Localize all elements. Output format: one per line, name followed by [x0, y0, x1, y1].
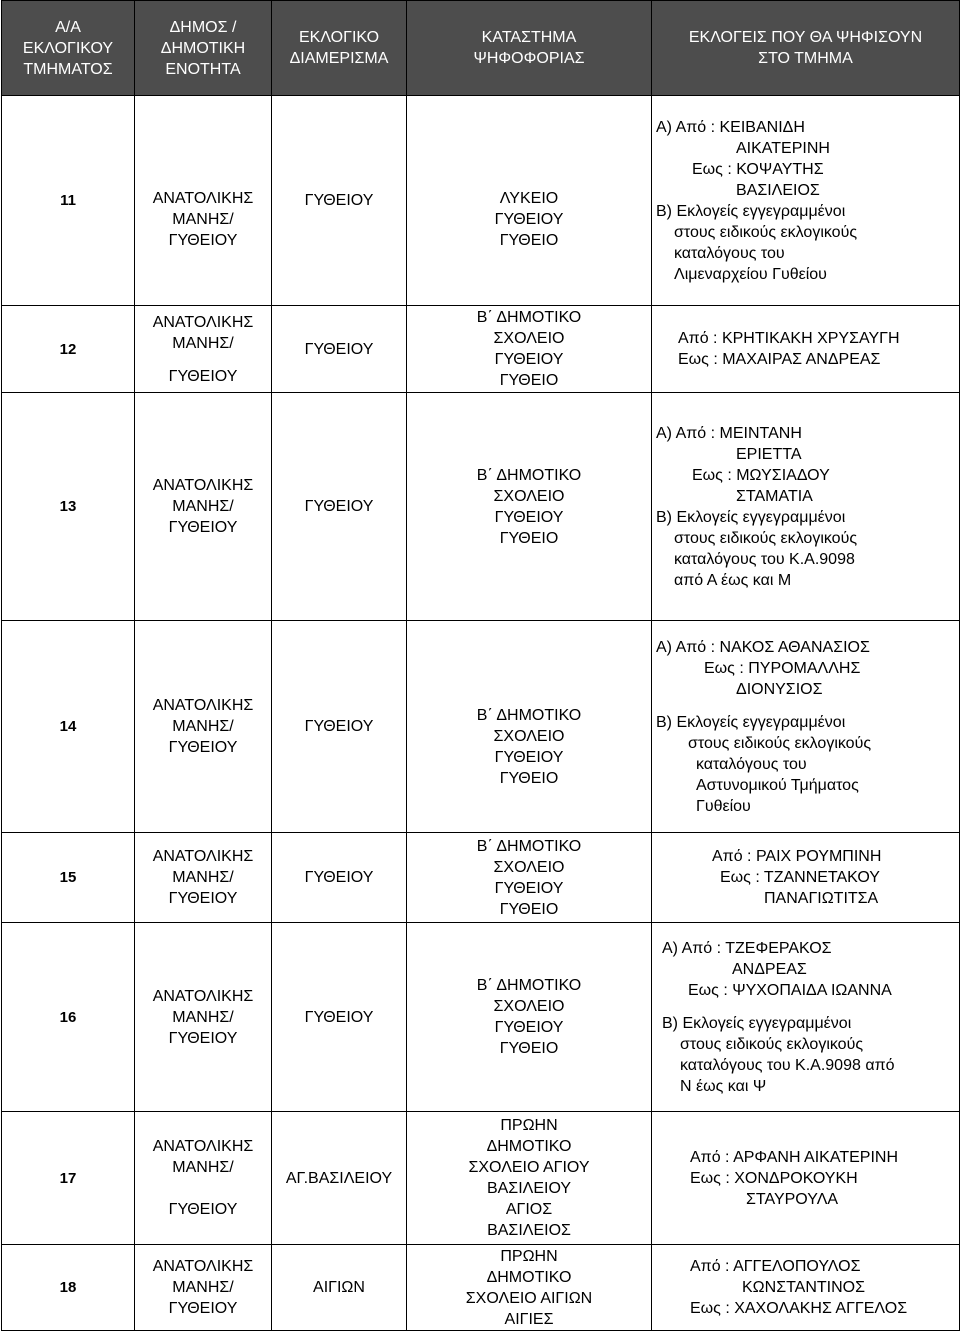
district-cell: ΓΥΘΕΙΟΥ — [272, 306, 407, 393]
section-number: 16 — [2, 923, 135, 1112]
district-cell: ΓΥΘΕΙΟΥ — [272, 621, 407, 833]
voters-cell: Α) Από : ΚΕΙΒΑΝΙΔΗ ΑΙΚΑΤΕΡΙΝΗ Εως : ΚΟΨΑΥΤΗΣ ΒΑΣΙΛΕΙΟΣ Β) Εκλογείς εγγεγραμμένοι στους ειδικούς εκλογικούς καταλόγους του Λιμεναρχείου Γυθείου — [652, 96, 960, 306]
municipality-cell: ΑΝΑΤΟΛΙΚΗΣ ΜΑΝΗΣ/ ΓΥΘΕΙΟΥ — [135, 393, 272, 621]
polling-sections-table — [1, 0, 960, 1331]
voters-cell: Από : ΑΓΓΕΛΟΠΟΥΛΟΣ ΚΩΝΣΤΑΝΤΙΝΟΣ Εως : ΧΑΧΟΛΑΚΗΣ ΑΓΓΕΛΟΣ — [652, 1245, 960, 1331]
municipality-cell: ΑΝΑΤΟΛΙΚΗΣ ΜΑΝΗΣ/ ΓΥΘΕΙΟΥ — [135, 96, 272, 306]
header-voters: ΕΚΛΟΓΕΙΣ ΠΟΥ ΘΑ ΨΗΦΙΣΟΥΝ ΣΤΟ ΤΜΗΜΑ — [652, 1, 960, 96]
table-row — [2, 1245, 960, 1331]
header-district: ΕΚΛΟΓΙΚΟ ΔΙΑΜΕΡΙΣΜΑ — [272, 1, 407, 96]
station-cell: Β΄ ΔΗΜΟΤΙΚΟ ΣΧΟΛΕΙΟ ΓΥΘΕΙΟΥ ΓΥΘΕΙΟ — [407, 923, 652, 1112]
table-row — [2, 923, 960, 1112]
station-cell: ΛΥΚΕΙΟ ΓΥΘΕΙΟΥ ΓΥΘΕΙΟ — [407, 96, 652, 306]
municipality-cell: ΑΝΑΤΟΛΙΚΗΣ ΜΑΝΗΣ/ ΓΥΘΕΙΟΥ — [135, 923, 272, 1112]
station-cell: ΠΡΩΗΝ ΔΗΜΟΤΙΚΟ ΣΧΟΛΕΙΟ ΑΓΙΟΥ ΒΑΣΙΛΕΙΟΥ ΑΓΙΟΣ ΒΑΣΙΛΕΙΟΣ — [407, 1112, 652, 1245]
table-row — [2, 306, 960, 393]
station-cell: Β΄ ΔΗΜΟΤΙΚΟ ΣΧΟΛΕΙΟ ΓΥΘΕΙΟΥ ΓΥΘΕΙΟ — [407, 621, 652, 833]
district-cell: ΓΥΘΕΙΟΥ — [272, 96, 407, 306]
header-municipality: ΔΗΜΟΣ / ΔΗΜΟΤΙΚΗ ΕΝΟΤΗΤΑ — [135, 1, 272, 96]
voters-cell: Α) Από : ΜΕΙΝΤΑΝΗ ΕΡΙΕΤΤΑ Εως : ΜΩΥΣΙΑΔΟΥ ΣΤΑΜΑΤΙΑ Β) Εκλογείς εγγεγραμμένοι στους ειδικούς εκλογικούς καταλόγους του Κ.Α.9098 από Α έως και Μ — [652, 393, 960, 621]
voters-cell: Α) Από : ΤΖΕΦΕΡΑΚΟΣ ΑΝΔΡΕΑΣ Εως : ΨΥΧΟΠΑΙΔΑ ΙΩΑΝΝΑ Β) Εκλογείς εγγεγραμμένοι στους ειδικούς εκλογικούς καταλόγους του Κ.Α.9098 από Ν έως και Ψ — [652, 923, 960, 1112]
table-row — [2, 1112, 960, 1245]
voters-cell: Από : ΡΑΙΧ ΡΟΥΜΠΙΝΗ Εως : ΤΖΑΝΝΕΤΑΚΟΥ ΠΑΝΑΓΙΩΤΙΤΣΑ — [652, 833, 960, 923]
station-cell: Β΄ ΔΗΜΟΤΙΚΟ ΣΧΟΛΕΙΟ ΓΥΘΕΙΟΥ ΓΥΘΕΙΟ — [407, 833, 652, 923]
section-number: 14 — [2, 621, 135, 833]
voters-cell: Από : ΚΡΗΤΙΚΑΚΗ ΧΡΥΣΑΥΓΗ Εως : ΜΑΧΑΙΡΑΣ ΑΝΔΡΕΑΣ — [652, 306, 960, 393]
table-row — [2, 393, 960, 621]
district-cell: ΑΙΓΙΩΝ — [272, 1245, 407, 1331]
header-aa: Α/Α ΕΚΛΟΓΙΚΟΥ ΤΜΗΜΑΤΟΣ — [2, 1, 135, 96]
section-number: 12 — [2, 306, 135, 393]
table-row — [2, 833, 960, 923]
header-row — [2, 1, 960, 96]
municipality-cell: ΑΝΑΤΟΛΙΚΗΣ ΜΑΝΗΣ/ ΓΥΘΕΙΟΥ — [135, 621, 272, 833]
municipality-cell: ΑΝΑΤΟΛΙΚΗΣ ΜΑΝΗΣ/ ΓΥΘΕΙΟΥ — [135, 1112, 272, 1245]
district-cell: ΓΥΘΕΙΟΥ — [272, 393, 407, 621]
district-cell: ΓΥΘΕΙΟΥ — [272, 923, 407, 1112]
station-cell: Β΄ ΔΗΜΟΤΙΚΟ ΣΧΟΛΕΙΟ ΓΥΘΕΙΟΥ ΓΥΘΕΙΟ — [407, 306, 652, 393]
municipality-cell: ΑΝΑΤΟΛΙΚΗΣ ΜΑΝΗΣ/ ΓΥΘΕΙΟΥ — [135, 833, 272, 923]
voters-cell: Α) Από : ΝΑΚΟΣ ΑΘΑΝΑΣΙΟΣ Εως : ΠΥΡΟΜΑΛΛΗΣ ΔΙΟΝΥΣΙΟΣ Β) Εκλογείς εγγεγραμμένοι στους ειδικούς εκλογικούς καταλόγους του Αστυνομικού Τμήματος Γυθείου — [652, 621, 960, 833]
municipality-cell: ΑΝΑΤΟΛΙΚΗΣ ΜΑΝΗΣ/ ΓΥΘΕΙΟΥ — [135, 306, 272, 393]
table-row — [2, 96, 960, 306]
municipality-cell: ΑΝΑΤΟΛΙΚΗΣ ΜΑΝΗΣ/ ΓΥΘΕΙΟΥ — [135, 1245, 272, 1331]
section-number: 15 — [2, 833, 135, 923]
station-cell: ΠΡΩΗΝ ΔΗΜΟΤΙΚΟ ΣΧΟΛΕΙΟ ΑΙΓΙΩΝ ΑΙΓΙΕΣ — [407, 1245, 652, 1331]
district-cell: ΓΥΘΕΙΟΥ — [272, 833, 407, 923]
section-number: 13 — [2, 393, 135, 621]
table-row — [2, 621, 960, 833]
section-number: 17 — [2, 1112, 135, 1245]
district-cell: ΑΓ.ΒΑΣΙΛΕΙΟΥ — [272, 1112, 407, 1245]
station-cell: Β΄ ΔΗΜΟΤΙΚΟ ΣΧΟΛΕΙΟ ΓΥΘΕΙΟΥ ΓΥΘΕΙΟ — [407, 393, 652, 621]
section-number: 18 — [2, 1245, 135, 1331]
voters-cell: Από : ΑΡΦΑΝΗ ΑΙΚΑΤΕΡΙΝΗ Εως : ΧΟΝΔΡΟΚΟΥΚΗ ΣΤΑΥΡΟΥΛΑ — [652, 1112, 960, 1245]
section-number: 11 — [2, 96, 135, 306]
header-station: ΚΑΤΑΣΤΗΜΑ ΨΗΦΟΦΟΡΙΑΣ — [407, 1, 652, 96]
